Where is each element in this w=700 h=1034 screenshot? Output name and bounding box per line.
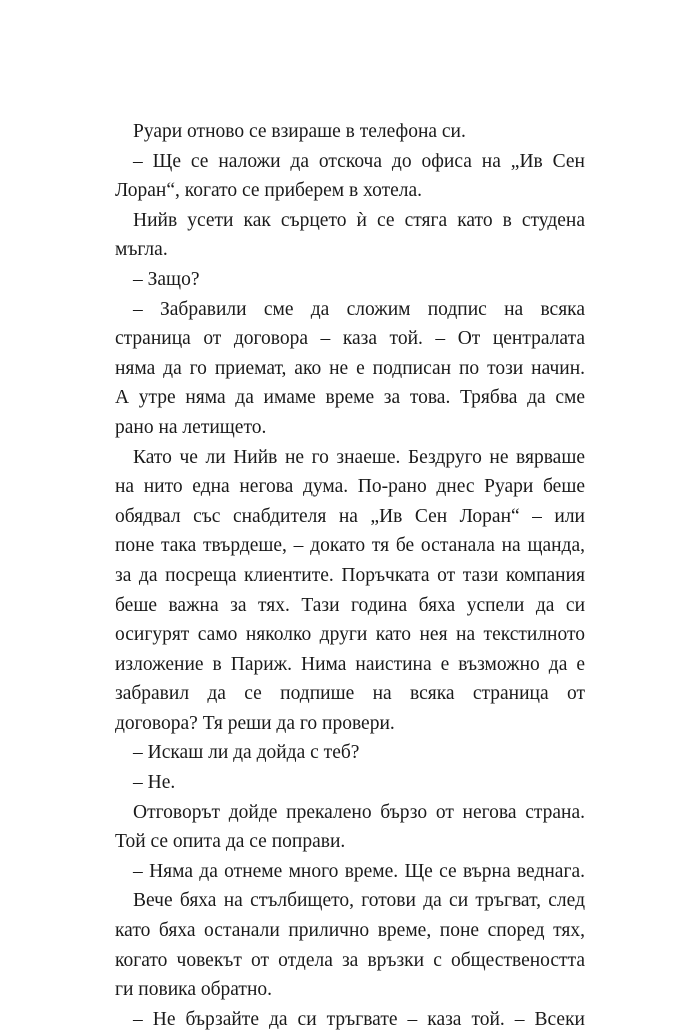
text-line: Лоран“, когато се приберем в хотела. <box>115 180 423 202</box>
text-line: – Ще се наложи да отскоча до офиса на „Ив Сен <box>133 150 585 172</box>
text-line: Нийв усети как сърцето ѝ се стяга като в студена <box>133 209 585 231</box>
text-line: – Искаш ли да дойда с теб? <box>133 742 360 764</box>
text-line: забравил да се подпише на всяка страница от <box>115 683 585 705</box>
text-line: изложение в Париж. Нима наистина е възможно да е <box>115 653 585 675</box>
text-line: страница от договора – каза той. – От централата <box>115 328 585 350</box>
text-line: беше важна за тях. Тази година бяха успели да си <box>115 594 585 616</box>
text-line: – Забравили сме да сложим подпис на всяка <box>133 298 585 320</box>
text-line: Той се опита да се поправи. <box>115 831 346 853</box>
text-line: мъгла. <box>115 239 168 261</box>
text-line: обядвал със снабдителя на „Ив Сен Лоран“ – или <box>115 505 585 527</box>
text-line: – Защо? <box>133 268 200 290</box>
text-line: Руари отново се взираше в телефона си. <box>133 121 466 142</box>
text-line: рано на летището. <box>115 416 267 438</box>
text-line: – Не. <box>133 772 176 794</box>
text-line: Като че ли Нийв не го знаеше. Бездруго не вярваше <box>133 446 585 468</box>
text-line: поне така твърдеше, – докато тя бе останала на щанда, <box>115 535 585 557</box>
text-line: – Няма да отнеме много време. Ще се върна веднага. <box>133 860 585 882</box>
text-line: Отговорът дойде прекалено бързо от негова страна. <box>133 801 585 823</box>
text-line: – Не бързайте да си тръгвате – каза той. – Всеки <box>133 1008 585 1030</box>
text-line: ги повика обратно. <box>115 979 272 1001</box>
text-line: А утре няма да имаме време за това. Трябва да сме <box>115 387 585 409</box>
text-line: като бяха останали прилично време, поне според тях, <box>115 920 585 942</box>
text-line: на нито една негова дума. По-рано днес Руари беше <box>115 476 585 498</box>
text-line: няма да го приемат, ако не е подписан по този начин. <box>115 357 585 379</box>
text-line: когато човекът от отдела за връзки с обществеността <box>115 949 585 971</box>
body-text <box>115 117 585 1034</box>
text-line: осигурят само няколко други като нея на текстилното <box>115 624 585 646</box>
text-line: Вече бяха на стълбището, готови да си тръгват, след <box>133 890 585 912</box>
text-line: договора? Тя реши да го провери. <box>115 712 395 734</box>
text-line: за да посреща клиентите. Поръчката от тази компания <box>115 564 585 586</box>
